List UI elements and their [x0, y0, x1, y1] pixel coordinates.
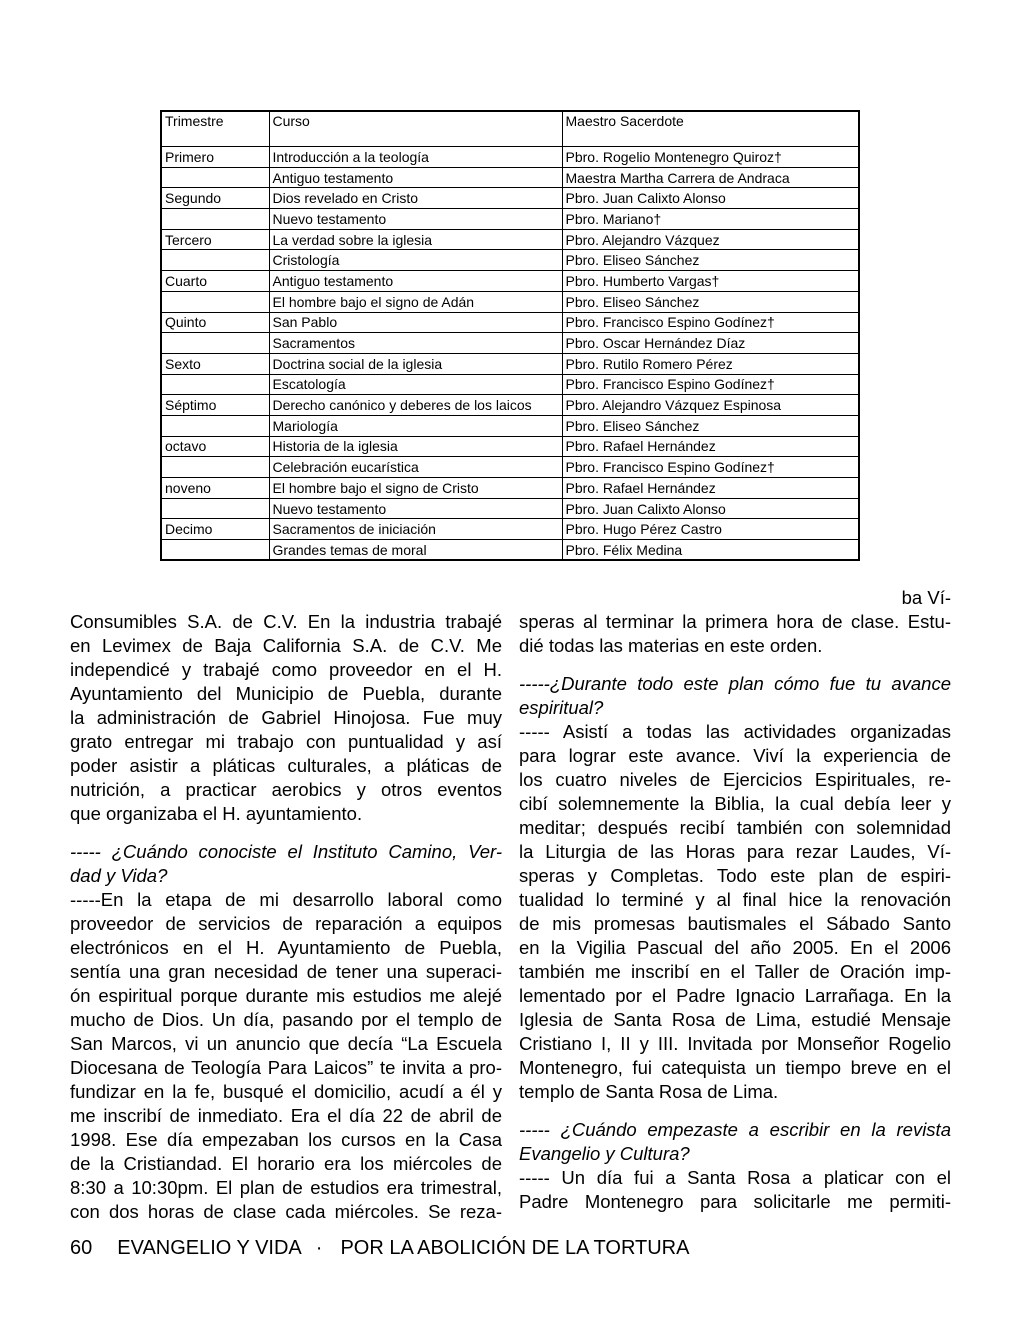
- page-number: 60: [70, 1237, 93, 1259]
- table-cell: Séptimo: [161, 395, 269, 416]
- table-row: [161, 147, 859, 168]
- table-cell: [161, 540, 269, 561]
- table-cell: Primero: [161, 147, 269, 168]
- text-line: speras y Completas. Todo este plan de espiri-: [519, 865, 951, 886]
- table-header-cell: Curso: [269, 111, 562, 147]
- text-line: grato entregar mi trabajo con puntualidad y así: [70, 731, 502, 752]
- table-header-cell: Maestro Sacerdote: [562, 111, 859, 147]
- text-line: Consumibles S.A. de C.V. En la industria trabajé: [70, 611, 502, 632]
- text-line: Ayuntamiento del Municipio de Puebla, durante: [70, 683, 502, 704]
- text-line: tualidad lo terminé y al final hice la renovación: [519, 889, 951, 910]
- table-cell: Antiguo testamento: [269, 271, 562, 292]
- table-row: [161, 540, 859, 561]
- table-row: [161, 519, 859, 540]
- table-row: [161, 415, 859, 436]
- table-cell: [161, 333, 269, 354]
- table-cell: Pbro. Eliseo Sánchez: [562, 250, 859, 271]
- table-cell: Sacramentos de iniciación: [269, 519, 562, 540]
- text-line: de la Cristiandad. El horario era los miércoles de: [70, 1153, 502, 1174]
- paragraph: [70, 888, 502, 1224]
- paragraph: [519, 1166, 951, 1214]
- table-cell: El hombre bajo el signo de Cristo: [269, 478, 562, 499]
- text-line: 8:30 a 10:30pm. El plan de estudios era trimestral,: [70, 1177, 502, 1198]
- table-cell: El hombre bajo el signo de Adán: [269, 291, 562, 312]
- text-line: -----¿Durante todo este plan cómo fue tu avance: [519, 673, 951, 694]
- table-cell: Pbro. Humberto Vargas†: [562, 271, 859, 292]
- table-row: [161, 333, 859, 354]
- curriculum-table-wrap: [160, 110, 860, 561]
- text-line: Montenegro, fui catequista un tiempo breve en el: [519, 1057, 951, 1078]
- table-row: [161, 188, 859, 209]
- table-cell: San Pablo: [269, 312, 562, 333]
- table-row: [161, 457, 859, 478]
- text-line: para lograr este avance. Viví la experiencia de: [519, 745, 951, 766]
- text-line: también me inscribí en el Taller de Oración imp-: [519, 961, 951, 982]
- table-row: [161, 498, 859, 519]
- table-row: [161, 167, 859, 188]
- table-cell: Celebración eucarística: [269, 457, 562, 478]
- left-column: [70, 610, 502, 1224]
- text-line: fundizar en la fe, busqué el domicilio, acudí a él y: [70, 1081, 502, 1102]
- text-line: poder asistir a pláticas culturales, a pláticas de: [70, 755, 502, 776]
- table-cell: Pbro. Oscar Hernández Díaz: [562, 333, 859, 354]
- text-line: templo de Santa Rosa de Lima.: [519, 1081, 779, 1102]
- text-line: San Marcos, vi un anuncio que decía “La Escuela: [70, 1033, 502, 1054]
- text-line: independicé y trabajé como proveedor en el H.: [70, 659, 502, 680]
- text-line: -----En la etapa de mi desarrollo laboral como: [70, 889, 502, 910]
- table-cell: [161, 457, 269, 478]
- table-row: [161, 209, 859, 230]
- publication-name: EVANGELIO Y VIDA: [117, 1237, 302, 1259]
- text-line: Diocesana de Teología Para Laicos” te invita a pro-: [70, 1057, 502, 1078]
- table-cell: Decimo: [161, 519, 269, 540]
- table-row: [161, 291, 859, 312]
- text-line: Padre Montenegro para solicitarle me permiti-: [519, 1191, 951, 1212]
- table-cell: Pbro. Francisco Espino Godínez†: [562, 312, 859, 333]
- table-cell: Nuevo testamento: [269, 498, 562, 519]
- table-cell: Pbro. Mariano†: [562, 209, 859, 230]
- paragraph: [70, 610, 502, 826]
- table-cell: Pbro. Francisco Espino Godínez†: [562, 374, 859, 395]
- table-cell: Pbro. Francisco Espino Godínez†: [562, 457, 859, 478]
- table-cell: Pbro. Eliseo Sánchez: [562, 415, 859, 436]
- table-cell: [161, 250, 269, 271]
- text-line: proveedor de servicios de reparación a equipos: [70, 913, 502, 934]
- text-line: la Liturgia de las Horas para rezar Laudes, Ví-: [519, 841, 951, 862]
- table-cell: Dios revelado en Cristo: [269, 188, 562, 209]
- text-line: lementado por el Padre Ignacio Larrañaga. En la: [519, 985, 951, 1006]
- table-header-cell: Trimestre: [161, 111, 269, 147]
- table-cell: [161, 209, 269, 230]
- text-line: ----- ¿Cuándo empezaste a escribir en la revista: [519, 1119, 951, 1140]
- table-cell: Derecho canónico y deberes de los laicos: [269, 395, 562, 416]
- section-title: POR LA ABOLICIÓN DE LA TORTURA: [340, 1237, 690, 1259]
- text-line: ón espiritual porque durante mis estudios me alejé: [70, 985, 502, 1006]
- question-paragraph: [519, 672, 951, 720]
- text-line: que organizaba el H. ayuntamiento.: [70, 803, 363, 824]
- text-line: de mis promesas bautismales el Sábado Santo: [519, 913, 951, 934]
- table-cell: [161, 167, 269, 188]
- table-cell: Grandes temas de moral: [269, 540, 562, 561]
- text-line: los cuatro niveles de Ejercicios Espirituales, re-: [519, 769, 951, 790]
- text-line: mucho de Dios. Un día, pasando por el templo de: [70, 1009, 502, 1030]
- table-cell: Cuarto: [161, 271, 269, 292]
- table-row: [161, 374, 859, 395]
- separator-dot: ·: [315, 1237, 323, 1259]
- table-cell: Antiguo testamento: [269, 167, 562, 188]
- text-line: sentía una gran necesidad de tener una superaci-: [70, 961, 502, 982]
- table-row: [161, 436, 859, 457]
- paragraph: [519, 586, 951, 658]
- table-cell: Escatología: [269, 374, 562, 395]
- table-cell: Segundo: [161, 188, 269, 209]
- curriculum-table: [160, 110, 860, 561]
- table-cell: Pbro. Eliseo Sánchez: [562, 291, 859, 312]
- table-cell: Pbro. Rafael Hernández: [562, 436, 859, 457]
- text-line: en la Vigilia Pascual del año 2005. En el 2006: [519, 937, 951, 958]
- table-cell: Pbro. Juan Calixto Alonso: [562, 188, 859, 209]
- table-cell: Pbro. Rogelio Montenegro Quiroz†: [562, 147, 859, 168]
- text-line: espiritual?: [519, 697, 604, 718]
- table-row: [161, 353, 859, 374]
- text-line: me inscribí de inmediato. Era el día 22 de abril de: [70, 1105, 502, 1126]
- text-line: ----- Asistí a todas las actividades organizadas: [519, 721, 951, 742]
- text-line: ba Ví-: [901, 587, 951, 608]
- text-line: dad y Vida?: [70, 865, 168, 886]
- text-line: meditar; después recibí también con solemnidad: [519, 817, 951, 838]
- table-cell: Pbro. Rutilo Romero Pérez: [562, 353, 859, 374]
- table-cell: Mariología: [269, 415, 562, 436]
- table-cell: Introducción a la teología: [269, 147, 562, 168]
- table-cell: Pbro. Félix Medina: [562, 540, 859, 561]
- table-cell: [161, 498, 269, 519]
- text-line: ----- ¿Cuándo conociste el Instituto Camino, Ver-: [70, 841, 502, 862]
- table-row: [161, 312, 859, 333]
- table-cell: Tercero: [161, 229, 269, 250]
- text-line: la administración de Gabriel Hinojosa. Fue muy: [70, 707, 502, 728]
- table-cell: Doctrina social de la iglesia: [269, 353, 562, 374]
- right-column: [519, 586, 951, 1214]
- table-cell: Pbro. Hugo Pérez Castro: [562, 519, 859, 540]
- text-line: dié todas las materias en este orden.: [519, 635, 823, 656]
- text-line: ----- Un día fui a Santa Rosa a platicar con el: [519, 1167, 951, 1188]
- text-line: electrónicos en el H. Ayuntamiento de Puebla,: [70, 937, 502, 958]
- question-paragraph: [519, 1118, 951, 1166]
- text-line: Evangelio y Cultura?: [519, 1143, 690, 1164]
- table-cell: Pbro. Juan Calixto Alonso: [562, 498, 859, 519]
- table-cell: Maestra Martha Carrera de Andraca: [562, 167, 859, 188]
- table-cell: Quinto: [161, 312, 269, 333]
- table-row: [161, 395, 859, 416]
- table-row: [161, 250, 859, 271]
- text-line: speras al terminar la primera hora de clase. Estu-: [519, 611, 951, 632]
- question-paragraph: [70, 840, 502, 888]
- table-cell: Pbro. Alejandro Vázquez: [562, 229, 859, 250]
- text-line: 1998. Ese día empezaban los cursos en la Casa: [70, 1129, 502, 1150]
- text-line: cibí solemnemente la Biblia, la cual debía leer y: [519, 793, 951, 814]
- table-row: [161, 229, 859, 250]
- table-cell: Sacramentos: [269, 333, 562, 354]
- text-line: Cristiano I, II y III. Invitada por Monseñor Rogelio: [519, 1033, 951, 1054]
- table-cell: octavo: [161, 436, 269, 457]
- text-line: con dos horas de clase cada miércoles. Se reza-: [70, 1201, 502, 1222]
- paragraph: [519, 720, 951, 1104]
- table-cell: [161, 415, 269, 436]
- table-cell: Pbro. Alejandro Vázquez Espinosa: [562, 395, 859, 416]
- table-cell: Historia de la iglesia: [269, 436, 562, 457]
- table-header-row: [161, 111, 859, 147]
- table-cell: [161, 374, 269, 395]
- text-line: Iglesia de Santa Rosa de Lima, estudié Mensaje: [519, 1009, 951, 1030]
- table-cell: Sexto: [161, 353, 269, 374]
- table-row: [161, 271, 859, 292]
- table-row: [161, 478, 859, 499]
- table-cell: Cristología: [269, 250, 562, 271]
- text-line: en Levimex de Baja California S.A. de C.V. Me: [70, 635, 502, 656]
- table-cell: noveno: [161, 478, 269, 499]
- table-cell: Nuevo testamento: [269, 209, 562, 230]
- text-line: nutrición, a practicar aerobics y otros eventos: [70, 779, 502, 800]
- table-cell: Pbro. Rafael Hernández: [562, 478, 859, 499]
- table-cell: [161, 291, 269, 312]
- table-cell: La verdad sobre la iglesia: [269, 229, 562, 250]
- page-footer: [70, 1237, 689, 1260]
